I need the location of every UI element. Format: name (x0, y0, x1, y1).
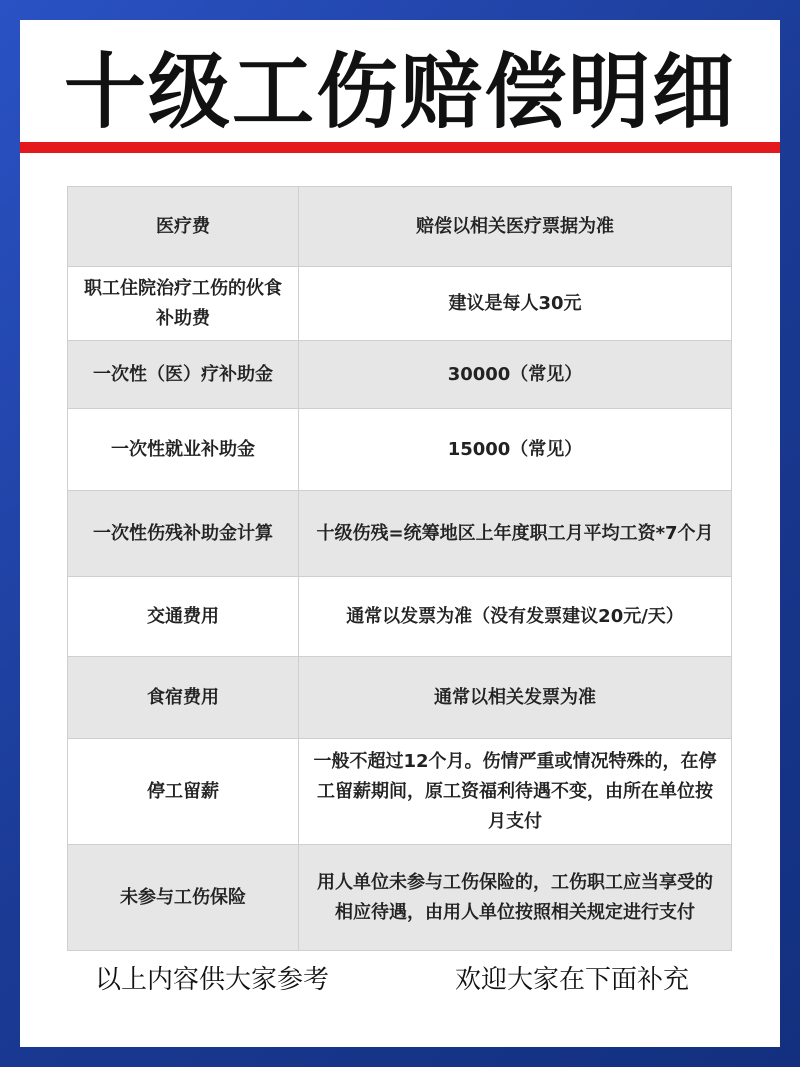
row-detail-cell: 通常以发票为准（没有发票建议20元/天） (299, 577, 732, 657)
row-detail-cell: 赔偿以相关医疗票据为准 (299, 187, 732, 267)
row-item-cell: 医疗费 (68, 187, 299, 267)
row-item-cell: 交通费用 (68, 577, 299, 657)
content-card (20, 20, 780, 1047)
row-item-cell: 职工住院治疗工伤的伙食补助费 (68, 267, 299, 341)
row-detail-cell: 建议是每人30元 (299, 267, 732, 341)
table-row (68, 187, 732, 267)
table-row (68, 739, 732, 845)
row-item-cell: 一次性就业补助金 (68, 409, 299, 491)
footer-note-left: 以上内容供大家参考 (95, 965, 330, 995)
table-row (68, 409, 732, 491)
page-title: 十级工伤赔偿明细 (63, 45, 736, 140)
row-item-cell: 一次性伤残补助金计算 (68, 491, 299, 577)
row-item-cell: 停工留薪 (68, 739, 299, 845)
table-row (68, 491, 732, 577)
table-row (68, 341, 732, 409)
row-item-cell: 未参与工伤保险 (68, 845, 299, 951)
row-detail-cell: 30000（常见） (299, 341, 732, 409)
row-detail-cell: 十级伤残=统筹地区上年度职工月平均工资*7个月 (299, 491, 732, 577)
row-detail-cell: 用人单位未参与工伤保险的，工伤职工应当享受的相应待遇，由用人单位按照相关规定进行支付 (299, 845, 732, 951)
footer-note-right: 欢迎大家在下面补充 (455, 965, 690, 995)
row-item-cell: 一次性（医）疗补助金 (68, 341, 299, 409)
row-detail-cell: 通常以相关发票为准 (299, 657, 732, 739)
compensation-table (67, 186, 732, 951)
row-detail-cell: 一般不超过12个月。伤情严重或情况特殊的，在停工留薪期间，原工资福利待遇不变，由所在单位按月支付 (299, 739, 732, 845)
row-detail-cell: 15000（常见） (299, 409, 732, 491)
title-divider (20, 142, 780, 153)
table-row (68, 267, 732, 341)
table-row (68, 577, 732, 657)
table-row (68, 657, 732, 739)
row-item-cell: 食宿费用 (68, 657, 299, 739)
table-row (68, 845, 732, 951)
